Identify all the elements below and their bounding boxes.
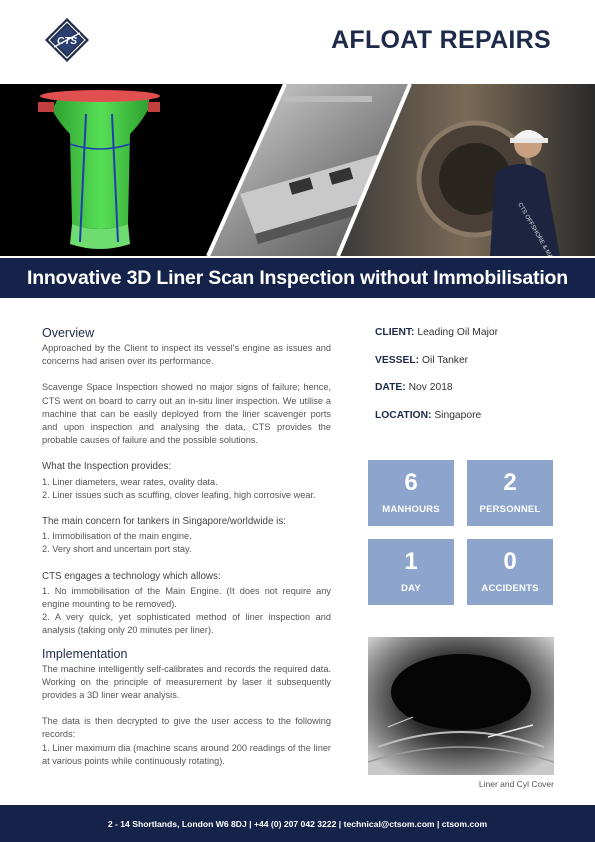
implementation-item-1: 1. Liner maximum dia (machine scans around 200 readings of the liner at various points while continuously rotating).: [42, 742, 331, 766]
implementation-paragraph-1: The machine intelligently self-calibrates and records the required data. Working on the principle of measurement by laser it subsequently provides a 3D liner wear analysis.: [42, 663, 331, 701]
provides-heading: What the Inspection provides:: [42, 461, 172, 473]
page-header: [0, 0, 595, 84]
title-banner: [0, 258, 595, 298]
stat-tile-manhours: [368, 460, 454, 526]
logo-text: CTS: [57, 36, 77, 47]
cts-logo: [44, 17, 90, 63]
provides-item-2: 2. Liner issues such as scuffing, clover leafing, high corrosive wear.: [42, 489, 316, 500]
photo-caption: Liner and Cyl Cover: [478, 779, 554, 789]
stat-value: 0: [503, 548, 517, 575]
contact-details: 2 - 14 Shortlands, London W6 8DJ | +44 (0) 207 042 3222 | technical@ctsom.com | ctsom.com: [107, 819, 488, 829]
technology-heading: CTS engages a technology which allows:: [42, 570, 221, 582]
stat-label: DAY: [401, 583, 421, 594]
stat-label: PERSONNEL: [479, 504, 541, 515]
technology-item-1: 1. No immobilisation of the Main Engine. (It does not require any engine mounting to be removed).: [42, 585, 331, 610]
stat-value: 2: [503, 469, 517, 496]
overview-paragraph-2: Scavenge Space Inspection showed no major signs of failure; hence, CTS went on board to carry out an in-situ liner inspection. We utilise a machine that can be easily deployed from the liner scavenger ports and upon inspection and analysing the data, CTS provides the probable causes of failure and the possible solutions.: [42, 382, 331, 446]
fact-date: DATE: Nov 2018: [375, 382, 453, 393]
stat-label: ACCIDENTS: [481, 583, 539, 594]
page-footer: [0, 805, 595, 842]
liner-photo: [368, 637, 554, 775]
stat-value: 6: [404, 469, 418, 496]
concern-item-2: 2. Very short and uncertain port stay.: [42, 544, 192, 555]
stat-label: MANHOURS: [382, 504, 440, 515]
fact-vessel: VESSEL: Oil Tanker: [375, 354, 469, 366]
fact-client: CLIENT: Leading Oil Major: [375, 327, 499, 338]
overview-paragraph-1: Approached by the Client to inspect its vessel's engine as issues and concerns had arisen over its performance.: [42, 343, 331, 367]
project-facts: [375, 327, 555, 437]
implementation-heading: Implementation: [42, 646, 128, 661]
technology-item-2: 2. A very quick, yet sophisticated method of liner inspection and analysis (taking only 20 minutes per liner).: [42, 612, 331, 636]
implementation-paragraph-2: The data is then decrypted to give the user access to the following records:: [42, 716, 331, 740]
main-content: [42, 326, 331, 768]
fact-location: LOCATION: Singapore: [375, 409, 482, 421]
hero-collage: [0, 84, 595, 256]
case-study-title: Innovative 3D Liner Scan Inspection without Immobilisation: [27, 267, 568, 289]
stat-value: 1: [404, 548, 418, 575]
document-title: AFLOAT REPAIRS: [331, 26, 551, 54]
stat-tile-day: [368, 539, 454, 605]
stat-tile-personnel: [467, 460, 553, 526]
stat-tile-accidents: [467, 539, 553, 605]
concern-heading: The main concern for tankers in Singapore/worldwide is:: [42, 516, 286, 528]
overview-heading: Overview: [42, 326, 95, 340]
provides-item-1: 1. Liner diameters, wear rates, ovality data.: [42, 476, 218, 487]
concern-item-1: 1. Immobilisation of the main engine.: [42, 531, 192, 542]
